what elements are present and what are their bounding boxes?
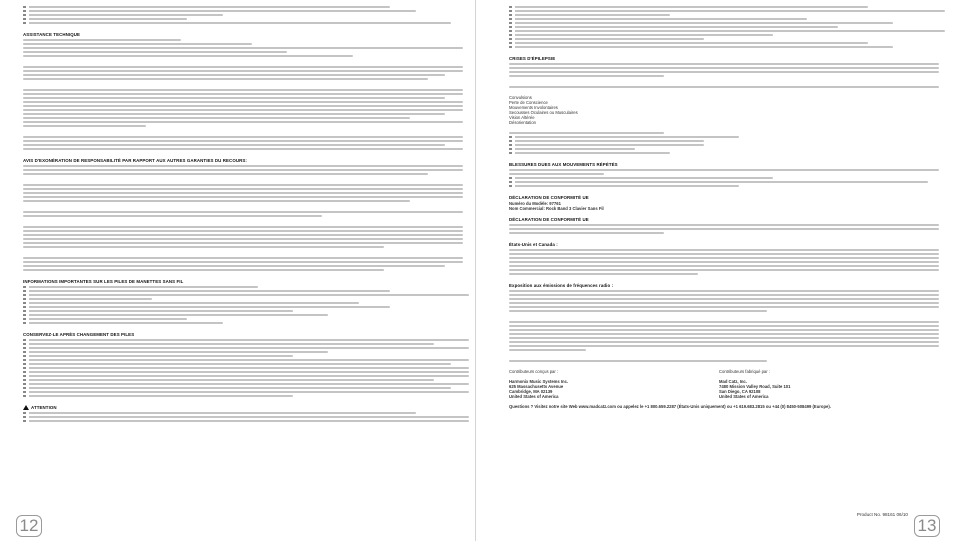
text-line <box>23 420 469 422</box>
text-line <box>509 360 767 362</box>
text-line <box>23 339 469 341</box>
text-line <box>23 371 469 373</box>
heading-etats-unis: États-Unis et Canada : <box>509 242 558 247</box>
text-line <box>23 55 353 57</box>
text-line <box>509 228 939 230</box>
heading-attention: ATTENTION <box>23 405 463 410</box>
contact-label: Contributeurs conçus par : <box>509 369 559 374</box>
text-line <box>509 345 939 347</box>
contact-line: Mad Catz, Inc. <box>719 379 747 384</box>
symptom-item: Secousses Oculaires ou Musculaires <box>509 110 578 115</box>
text-line <box>509 42 868 44</box>
text-line <box>23 105 463 107</box>
text-line <box>23 395 293 397</box>
heading-assistance: ASSISTANCE TECHNIQUE <box>23 32 81 37</box>
page-number: 12 <box>16 515 42 537</box>
right-page <box>477 0 954 541</box>
text-line <box>23 74 445 76</box>
contact-left <box>509 369 659 399</box>
text-line <box>509 302 939 304</box>
text-line <box>509 290 939 292</box>
symptom-item: Vision Altérée <box>509 115 535 120</box>
text-line <box>23 211 463 213</box>
text-line <box>509 34 773 36</box>
text-line <box>509 140 704 142</box>
text-line <box>23 184 463 186</box>
text-line <box>23 416 469 418</box>
contact-right <box>719 369 869 399</box>
text-line <box>23 242 463 244</box>
text-line <box>23 302 359 304</box>
text-line <box>23 140 463 142</box>
text-line <box>23 363 451 365</box>
contact-block <box>509 369 939 399</box>
symptom-item: Désorientation <box>509 120 537 125</box>
text-line <box>23 322 223 324</box>
text-line <box>509 71 939 73</box>
text-line <box>509 310 767 312</box>
text-line <box>509 325 939 327</box>
text-line <box>23 78 428 80</box>
text-line <box>509 46 893 48</box>
text-line <box>23 113 445 115</box>
text-line <box>23 39 181 41</box>
heading-piles: INFORMATIONS IMPORTANTES SUR LES PILES DE MANETTES SANS FIL <box>23 279 184 284</box>
text-line <box>23 306 390 308</box>
text-line <box>23 261 463 263</box>
text-line <box>509 38 704 40</box>
text-line <box>23 10 416 12</box>
contact-line: 7480 Mission Valley Road, Suite 101 <box>719 384 791 389</box>
text-line <box>23 165 463 167</box>
text-line <box>23 383 469 385</box>
symptom-list <box>509 95 939 125</box>
text-line <box>23 230 463 232</box>
text-line <box>23 200 410 202</box>
text-line <box>509 177 773 179</box>
text-line <box>509 298 939 300</box>
text-line <box>509 63 939 65</box>
heading-conformite: DÉCLARATION DE CONFORMITÉ UE <box>509 195 589 200</box>
text-line <box>23 148 463 150</box>
text-line <box>23 391 469 393</box>
text-line <box>23 367 469 369</box>
text-line <box>23 51 287 53</box>
text-line <box>23 412 416 414</box>
text-line <box>509 30 945 32</box>
text-line <box>23 196 463 198</box>
text-line <box>509 249 939 251</box>
text-line <box>23 269 384 271</box>
heading-exposition: Exposition aux émissions de fréquences radio : <box>509 283 614 288</box>
text-line <box>23 125 146 127</box>
text-line <box>23 265 445 267</box>
symptom-item: Convulsions <box>509 95 532 100</box>
text-line <box>23 93 463 95</box>
text-line <box>23 70 463 72</box>
symptom-item: Perte de Conscience <box>509 100 548 105</box>
text-line <box>23 343 434 345</box>
text-line <box>509 273 698 275</box>
warning-icon <box>23 405 29 410</box>
text-line <box>23 47 463 49</box>
text-line <box>23 379 434 381</box>
text-line <box>23 257 463 259</box>
text-line <box>23 314 328 316</box>
text-line <box>509 75 664 77</box>
text-line <box>509 306 939 308</box>
left-page <box>0 0 476 541</box>
text-line <box>23 347 469 349</box>
contact-line: United States of America <box>719 394 769 399</box>
heading-conformite-ue: DÉCLARATION DE CONFORMITÉ UE <box>509 217 589 222</box>
left-column <box>23 4 463 424</box>
text-line <box>509 67 939 69</box>
contact-line: Cambridge, MA 02139 <box>509 389 553 394</box>
text-line <box>509 173 604 175</box>
text-line <box>509 136 739 138</box>
text-line <box>23 359 469 361</box>
heading-epilepsie: CRISES D'ÉPILEPSIE <box>509 56 556 61</box>
text-line <box>509 185 739 187</box>
model-name: Nom Commercial: Rock Band 3 Clavier Sans Fil <box>509 206 604 211</box>
text-line <box>23 215 322 217</box>
text-line <box>509 152 670 154</box>
text-line <box>23 22 451 24</box>
text-line <box>509 294 939 296</box>
contact-line: San Diego, CA 92108 <box>719 389 761 394</box>
text-line <box>23 89 463 91</box>
text-line <box>23 117 410 119</box>
product-number: Product No. 98161 06/10 <box>856 512 908 517</box>
text-line <box>509 232 664 234</box>
text-line <box>23 43 252 45</box>
text-line <box>23 14 223 16</box>
text-line <box>509 269 939 271</box>
text-line <box>23 144 445 146</box>
text-line <box>23 234 463 236</box>
text-line <box>23 18 187 20</box>
contact-line: 625 Massachusetts Avenue <box>509 384 564 389</box>
text-line <box>509 14 670 16</box>
text-line <box>509 253 939 255</box>
text-line <box>23 66 463 68</box>
text-line <box>509 224 939 226</box>
text-line <box>23 294 469 296</box>
text-line <box>23 97 445 99</box>
text-line <box>23 109 463 111</box>
text-line <box>509 341 939 343</box>
text-line <box>23 192 463 194</box>
text-line <box>23 246 384 248</box>
text-line <box>509 169 939 171</box>
text-line <box>23 286 258 288</box>
text-line <box>509 257 939 259</box>
text-line <box>23 290 390 292</box>
text-line <box>23 375 469 377</box>
text-line <box>509 148 635 150</box>
text-line <box>509 22 893 24</box>
text-line <box>509 349 586 351</box>
text-line <box>509 132 664 134</box>
contact-line: Harmonix Music Systems Inc. <box>509 379 569 384</box>
text-line <box>509 6 868 8</box>
text-line <box>23 173 428 175</box>
text-line <box>23 318 187 320</box>
text-line <box>509 261 939 263</box>
contact-label: Contributeurs fabriqué par : <box>719 369 770 374</box>
symptom-item: Mouvements Involontaires <box>509 105 558 110</box>
model-number: Numéro du Modèle: 97761 <box>509 201 561 206</box>
text-line <box>509 265 939 267</box>
text-line <box>509 10 945 12</box>
heading-garantie: AVIS D'EXONÉRATION DE RESPONSABILITÉ PAR RAPPORT AUX AUTRES GARANTIES DU RECOURS: <box>23 158 247 163</box>
text-line <box>23 351 328 353</box>
text-line <box>509 321 939 323</box>
text-line <box>23 355 293 357</box>
text-line <box>509 86 939 88</box>
text-line <box>23 226 463 228</box>
intro-list <box>23 6 463 24</box>
contact-line: United States of America <box>509 394 559 399</box>
text-line <box>23 310 293 312</box>
text-line <box>509 337 939 339</box>
text-line <box>509 26 838 28</box>
heading-blessures: BLESSURES DUES AUX MOUVEMENTS RÉPÉTÉS <box>509 162 618 167</box>
heading-conservez: CONSERVEZ-LE APRÈS CHANGEMENT DES PILES <box>23 332 135 337</box>
questions-line: Questions ? Visitez notre site Web www.madcatz.com ou appelez le +1 800.659.2287 (États-Unis uniquement) ou +1 619.683.2815 ou +44 (0) 8450-508499 (Europe). <box>509 404 831 409</box>
text-line <box>23 136 463 138</box>
text-line <box>23 238 463 240</box>
page-number: 13 <box>914 515 940 537</box>
text-line <box>23 298 152 300</box>
text-line <box>23 188 463 190</box>
text-line <box>23 101 463 103</box>
text-line <box>23 169 463 171</box>
text-line <box>23 387 451 389</box>
text-line <box>509 333 939 335</box>
text-line <box>509 329 939 331</box>
text-line <box>509 144 704 146</box>
text-line <box>509 18 807 20</box>
text-line <box>23 6 390 8</box>
text-line <box>23 121 463 123</box>
right-column <box>509 4 939 409</box>
text-line <box>509 181 928 183</box>
